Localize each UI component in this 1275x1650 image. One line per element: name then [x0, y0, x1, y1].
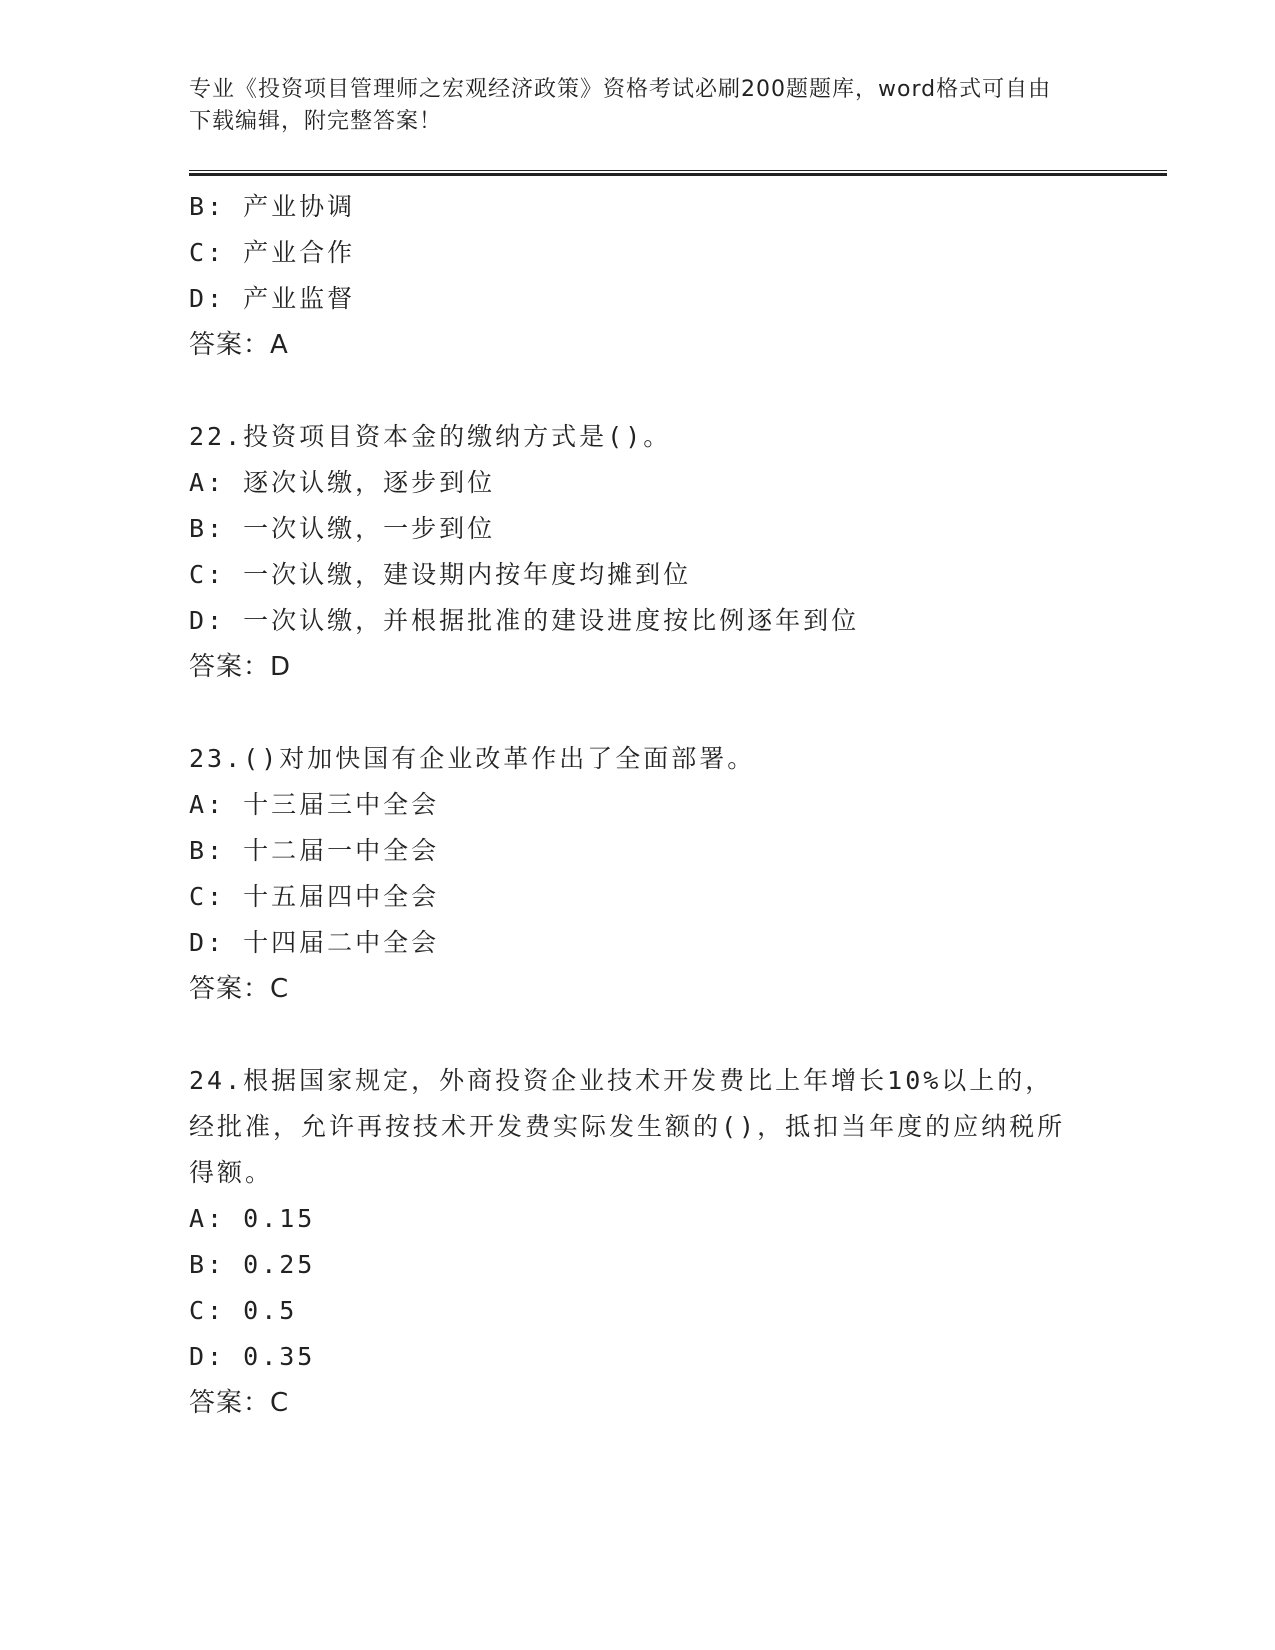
option-c: C: 十五届四中全会	[189, 882, 440, 911]
option-c: C: 一次认缴，建设期内按年度均摊到位	[189, 560, 692, 589]
question-stem: 24.根据国家规定，外商投资企业技术开发费比上年增长10%以上的，经批准，允许再按技术开发费实际发生额的()，抵扣当年度的应纳税所得额。	[189, 1066, 1066, 1187]
option-c: C: 0.5	[189, 1296, 298, 1325]
question-22	[189, 414, 1169, 690]
option-b: B: 0.25	[189, 1250, 316, 1279]
question-stem: 23.()对加快国有企业改革作出了全面部署。	[189, 744, 756, 773]
answer: 答案：D	[189, 652, 292, 682]
option-b: B: 一次认缴，一步到位	[189, 514, 496, 543]
question-23	[189, 736, 1169, 1012]
option-c: C: 产业合作	[189, 238, 356, 267]
question-stem: 22.投资项目资本金的缴纳方式是()。	[189, 422, 672, 451]
document-page	[189, 74, 1169, 1426]
answer: 答案：C	[189, 974, 290, 1004]
question-21-tail	[189, 184, 1169, 368]
option-b: B: 十二届一中全会	[189, 836, 440, 865]
document-header: 专业《投资项目管理师之宏观经济政策》资格考试必刷200题题库，word格式可自由下载编辑，附完整答案！	[189, 77, 1052, 134]
option-d: D: 一次认缴，并根据批准的建设进度按比例逐年到位	[189, 606, 860, 635]
answer: 答案：A	[189, 330, 289, 360]
option-b: B: 产业协调	[189, 192, 356, 221]
option-a: A: 0.15	[189, 1204, 316, 1233]
option-d: D: 十四届二中全会	[189, 928, 440, 957]
header-divider	[189, 170, 1167, 176]
option-a: A: 十三届三中全会	[189, 790, 440, 819]
answer: 答案：C	[189, 1388, 290, 1418]
option-a: A: 逐次认缴，逐步到位	[189, 468, 496, 497]
question-24	[189, 1058, 1169, 1426]
option-d: D: 0.35	[189, 1342, 316, 1371]
option-d: D: 产业监督	[189, 284, 356, 313]
